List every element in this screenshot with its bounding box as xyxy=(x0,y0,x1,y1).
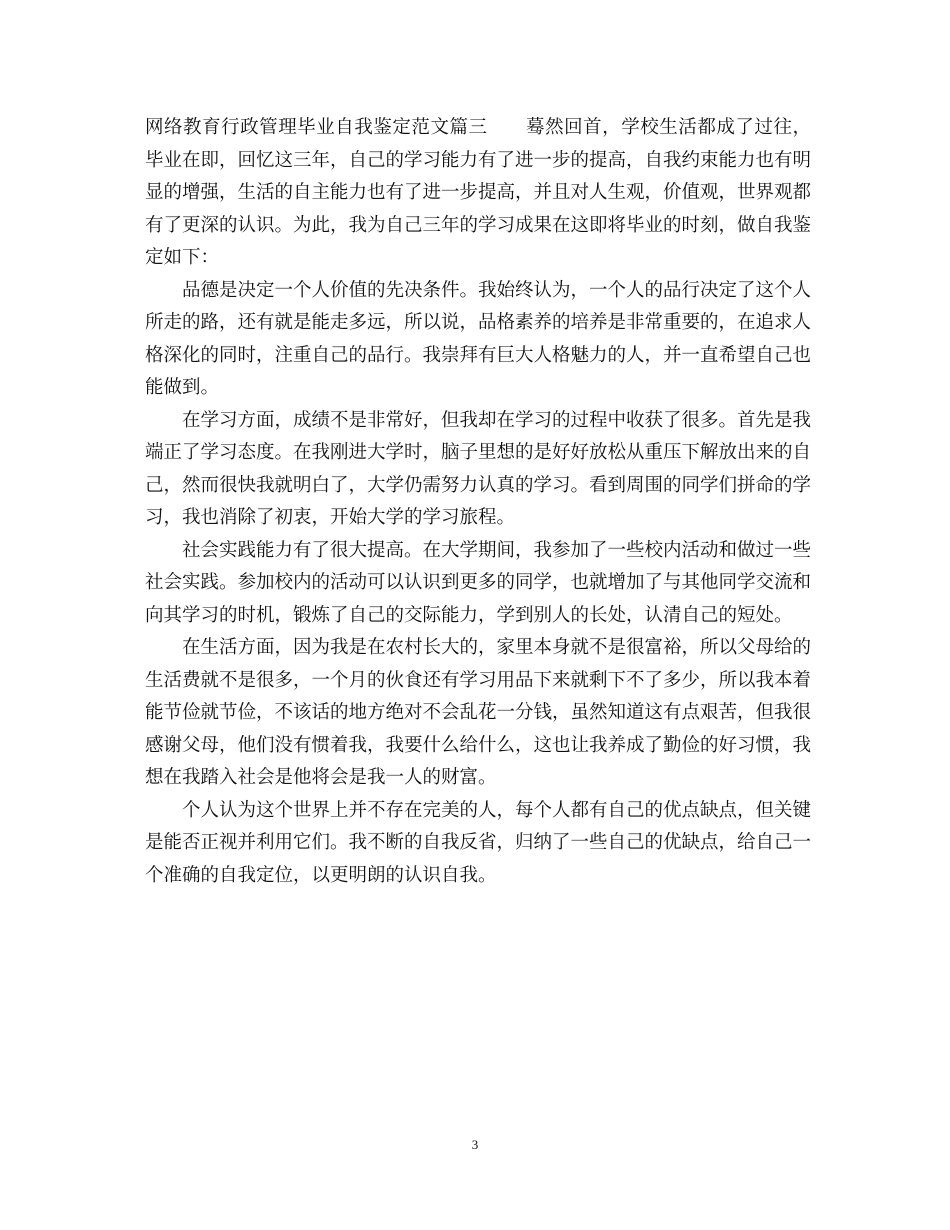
paragraph-study: 在学习方面，成绩不是非常好，但我却在学习的过程中收获了很多。首先是我端正了学习态度。在我刚进大学时，脑子里想的是好好放松从重压下解放出来的自己，然而很快我就明白了，大学仍需努力认真的学习。看到周围的同学们拼命的学习，我也消除了初衷，开始大学的学习旅程。 xyxy=(145,409,812,528)
document-title: 网络教育行政管理毕业自我鉴定范文篇三 xyxy=(145,117,488,138)
intro-text: 蓦然回首，学校生活都成了过往，毕业在即，回忆这三年，自己的学习能力有了进一步的提高，自我约束能力也有明显的增强，生活的自主能力也有了进一步提高，并且对人生观，价值观，世界观都有了更深的认识。为此，我为自己三年的学习成果在这即将毕业的时刻，做自我鉴定如下： xyxy=(145,117,812,268)
paragraph-self-reflection: 个人认为这个世界上并不存在完美的人，每个人都有自己的优点缺点，但关键是能否正视并利用它们。我不断的自我反省，归纳了一些自己的优缺点，给自己一个准确的自我定位，以更明朗的认识自我。 xyxy=(145,799,812,886)
paragraph-social-practice: 社会实践能力有了很大提高。在大学期间，我参加了一些校内活动和做过一些社会实践。参加校内的活动可以认识到更多的同学，也就增加了与其他同学交流和向其学习的时机，锻炼了自己的交际能力，学到别人的长处，认清自己的短处。 xyxy=(145,539,812,626)
opening-paragraph xyxy=(145,112,811,275)
paragraph-life: 在生活方面，因为我是在农村长大的，家里本身就不是很富裕，所以父母给的生活费就不是很多，一个月的伙食还有学习用品下来就剩下不了多少，所以我本着能节俭就节俭，不该话的地方绝对不会乱花一分钱，虽然知道这有点艰苦，但我很感谢父母，他们没有惯着我，我要什么给什么，这也让我养成了勤俭的好习惯，我想在我踏入社会是他将会是我一人的财富。 xyxy=(145,637,812,788)
paragraph-character: 品德是决定一个人价值的先决条件。我始终认为，一个人的品行决定了这个人所走的路，还有就是能走多远，所以说，品格素养的培养是非常重要的，在追求人格深化的同时，注重自己的品行。我崇拜有巨大人格魅力的人，并一直希望自己也能做到。 xyxy=(145,279,812,398)
page-number: 3 xyxy=(471,1137,479,1152)
document-body xyxy=(145,112,811,892)
